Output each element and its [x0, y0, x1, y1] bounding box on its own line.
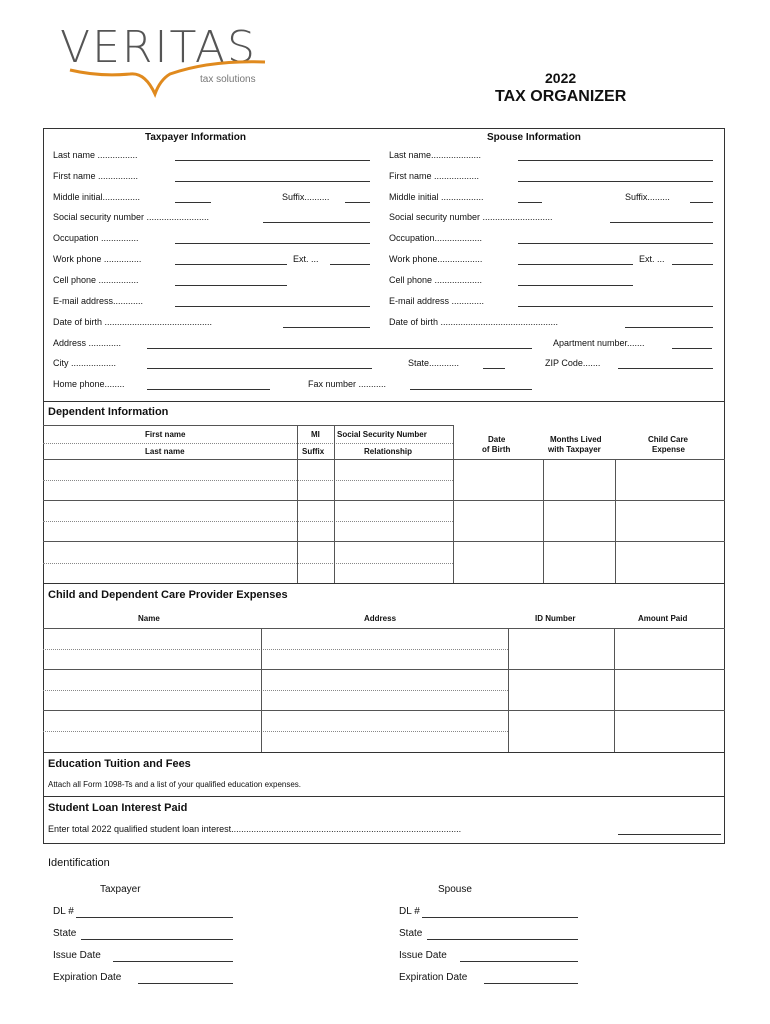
id-spouse-heading: Spouse — [438, 884, 472, 895]
care-heading: Child and Dependent Care Provider Expenses — [48, 589, 288, 601]
care-col-address: Address — [364, 614, 397, 623]
tp-issue-label: Issue Date — [53, 950, 101, 961]
sp-dl-label: DL # — [399, 906, 420, 917]
tp-email-field[interactable] — [175, 306, 370, 307]
sp-middle-field[interactable] — [518, 202, 542, 203]
dep-col-dob-2: of Birth — [482, 445, 511, 454]
organizer-year: 2022 — [545, 70, 577, 86]
tp-id-state-field[interactable] — [81, 939, 233, 940]
sp-dl-field[interactable] — [422, 917, 578, 918]
sp-id-state-field[interactable] — [427, 939, 578, 940]
sp-first-name-field[interactable] — [518, 181, 713, 182]
student-loan-heading: Student Loan Interest Paid — [48, 802, 188, 814]
sp-email-field[interactable] — [518, 306, 713, 307]
education-heading: Education Tuition and Fees — [48, 758, 191, 770]
tp-dl-field[interactable] — [76, 917, 233, 918]
student-loan-text: Enter total 2022 qualified student loan interest............................................................................................ — [48, 824, 462, 834]
tp-last-name-label: Last name ................ — [53, 150, 138, 160]
address-label: Address ............. — [53, 338, 122, 348]
tp-dob-label: Date of birth ........................................... — [53, 317, 213, 327]
dep-col-care-2: Expense — [652, 445, 685, 454]
identification-heading: Identification — [48, 857, 110, 869]
tp-suffix-label: Suffix.......... — [282, 192, 330, 202]
sp-occupation-label: Occupation................... — [389, 233, 483, 243]
tp-exp-label: Expiration Date — [53, 972, 122, 983]
sp-first-name-label: First name .................. — [389, 171, 480, 181]
dep-col-dob-1: Date — [488, 435, 506, 444]
tp-cell-field[interactable] — [175, 285, 287, 286]
dep-col-first: First name — [145, 430, 186, 439]
sp-exp-label: Expiration Date — [399, 972, 468, 983]
tp-cell-label: Cell phone ................ — [53, 275, 139, 285]
sp-last-name-label: Last name.................... — [389, 150, 482, 160]
state-label: State............ — [408, 358, 460, 368]
id-taxpayer-heading: Taxpayer — [100, 884, 141, 895]
dep-col-months-1: Months Lived — [550, 435, 602, 444]
tp-suffix-field[interactable] — [345, 202, 370, 203]
sp-work-phone-label: Work phone.................. — [389, 254, 483, 264]
sp-dob-field[interactable] — [625, 327, 713, 328]
tp-issue-field[interactable] — [113, 961, 233, 962]
home-phone-field[interactable] — [147, 389, 270, 390]
tp-id-state-label: State — [53, 928, 77, 939]
student-loan-field[interactable] — [618, 834, 721, 835]
sp-work-phone-field[interactable] — [518, 264, 633, 265]
dep-col-ssn: Social Security Number — [337, 430, 427, 439]
form-box — [43, 128, 725, 844]
sp-cell-label: Cell phone ................... — [389, 275, 483, 285]
sp-suffix-field[interactable] — [690, 202, 713, 203]
tp-occupation-label: Occupation ............... — [53, 233, 139, 243]
spouse-heading: Spouse Information — [487, 132, 581, 143]
zip-field[interactable] — [618, 368, 713, 369]
dependents-heading: Dependent Information — [48, 406, 169, 418]
sp-id-state-label: State — [399, 928, 423, 939]
fax-field[interactable] — [410, 389, 532, 390]
sp-issue-field[interactable] — [460, 961, 578, 962]
address-field[interactable] — [147, 348, 532, 349]
tp-email-label: E-mail address............ — [53, 296, 144, 306]
education-divider — [43, 752, 725, 753]
tp-ext-field[interactable] — [330, 264, 370, 265]
taxpayer-heading: Taxpayer Information — [145, 132, 246, 143]
tp-middle-field[interactable] — [175, 202, 211, 203]
care-divider — [43, 583, 725, 584]
tp-work-phone-field[interactable] — [175, 264, 287, 265]
sp-ssn-label: Social security number ............................ — [389, 212, 553, 222]
sp-ext-field[interactable] — [672, 264, 713, 265]
tp-dob-field[interactable] — [283, 327, 370, 328]
state-field[interactable] — [483, 368, 505, 369]
sp-ssn-field[interactable] — [610, 222, 713, 223]
sp-ext-label: Ext. ... — [639, 254, 665, 264]
care-col-name: Name — [138, 614, 160, 623]
organizer-title: TAX ORGANIZER — [495, 88, 627, 105]
sp-email-label: E-mail address ............. — [389, 296, 485, 306]
city-field[interactable] — [147, 368, 372, 369]
logo-swoosh-icon — [60, 22, 275, 112]
sp-last-name-field[interactable] — [518, 160, 713, 161]
logo-wordmark: VERITAS — [60, 22, 257, 73]
sp-cell-field[interactable] — [518, 285, 633, 286]
tp-dl-label: DL # — [53, 906, 74, 917]
fax-label: Fax number ........... — [308, 379, 387, 389]
veritas-logo — [60, 22, 275, 112]
tp-ext-label: Ext. ... — [293, 254, 319, 264]
dep-col-months-2: with Taxpayer — [548, 445, 601, 454]
sp-dob-label: Date of birth ............................................... — [389, 317, 559, 327]
tp-middle-label: Middle initial............... — [53, 192, 141, 202]
sp-occupation-field[interactable] — [518, 243, 713, 244]
tp-first-name-label: First name ................ — [53, 171, 139, 181]
tp-ssn-label: Social security number ......................... — [53, 212, 210, 222]
dependents-divider — [43, 401, 725, 402]
sp-exp-field[interactable] — [484, 983, 578, 984]
tp-last-name-field[interactable] — [175, 160, 370, 161]
logo-tagline: tax solutions — [200, 74, 256, 85]
student-loan-divider — [43, 796, 725, 797]
dep-col-suffix: Suffix — [302, 447, 325, 456]
sp-suffix-label: Suffix......... — [625, 192, 670, 202]
tp-ssn-field[interactable] — [263, 222, 370, 223]
sp-issue-label: Issue Date — [399, 950, 447, 961]
dep-col-care-1: Child Care — [648, 435, 689, 444]
sp-middle-label: Middle initial ................. — [389, 192, 484, 202]
dep-col-last: Last name — [145, 447, 185, 456]
care-col-id: ID Number — [535, 614, 576, 623]
home-phone-label: Home phone........ — [53, 379, 125, 389]
tp-first-name-field[interactable] — [175, 181, 370, 182]
dep-col-rel: Relationship — [364, 447, 413, 456]
apartment-field[interactable] — [672, 348, 712, 349]
tp-work-phone-label: Work phone ............... — [53, 254, 142, 264]
tp-exp-field[interactable] — [138, 983, 233, 984]
zip-label: ZIP Code....... — [545, 358, 601, 368]
tp-occupation-field[interactable] — [175, 243, 370, 244]
dep-col-mi: MI — [311, 430, 320, 439]
care-col-amount: Amount Paid — [638, 614, 688, 623]
education-text: Attach all Form 1098-Ts and a list of your qualified education expenses. — [48, 780, 302, 789]
apartment-label: Apartment number....... — [553, 338, 645, 348]
city-label: City .................. — [53, 358, 117, 368]
